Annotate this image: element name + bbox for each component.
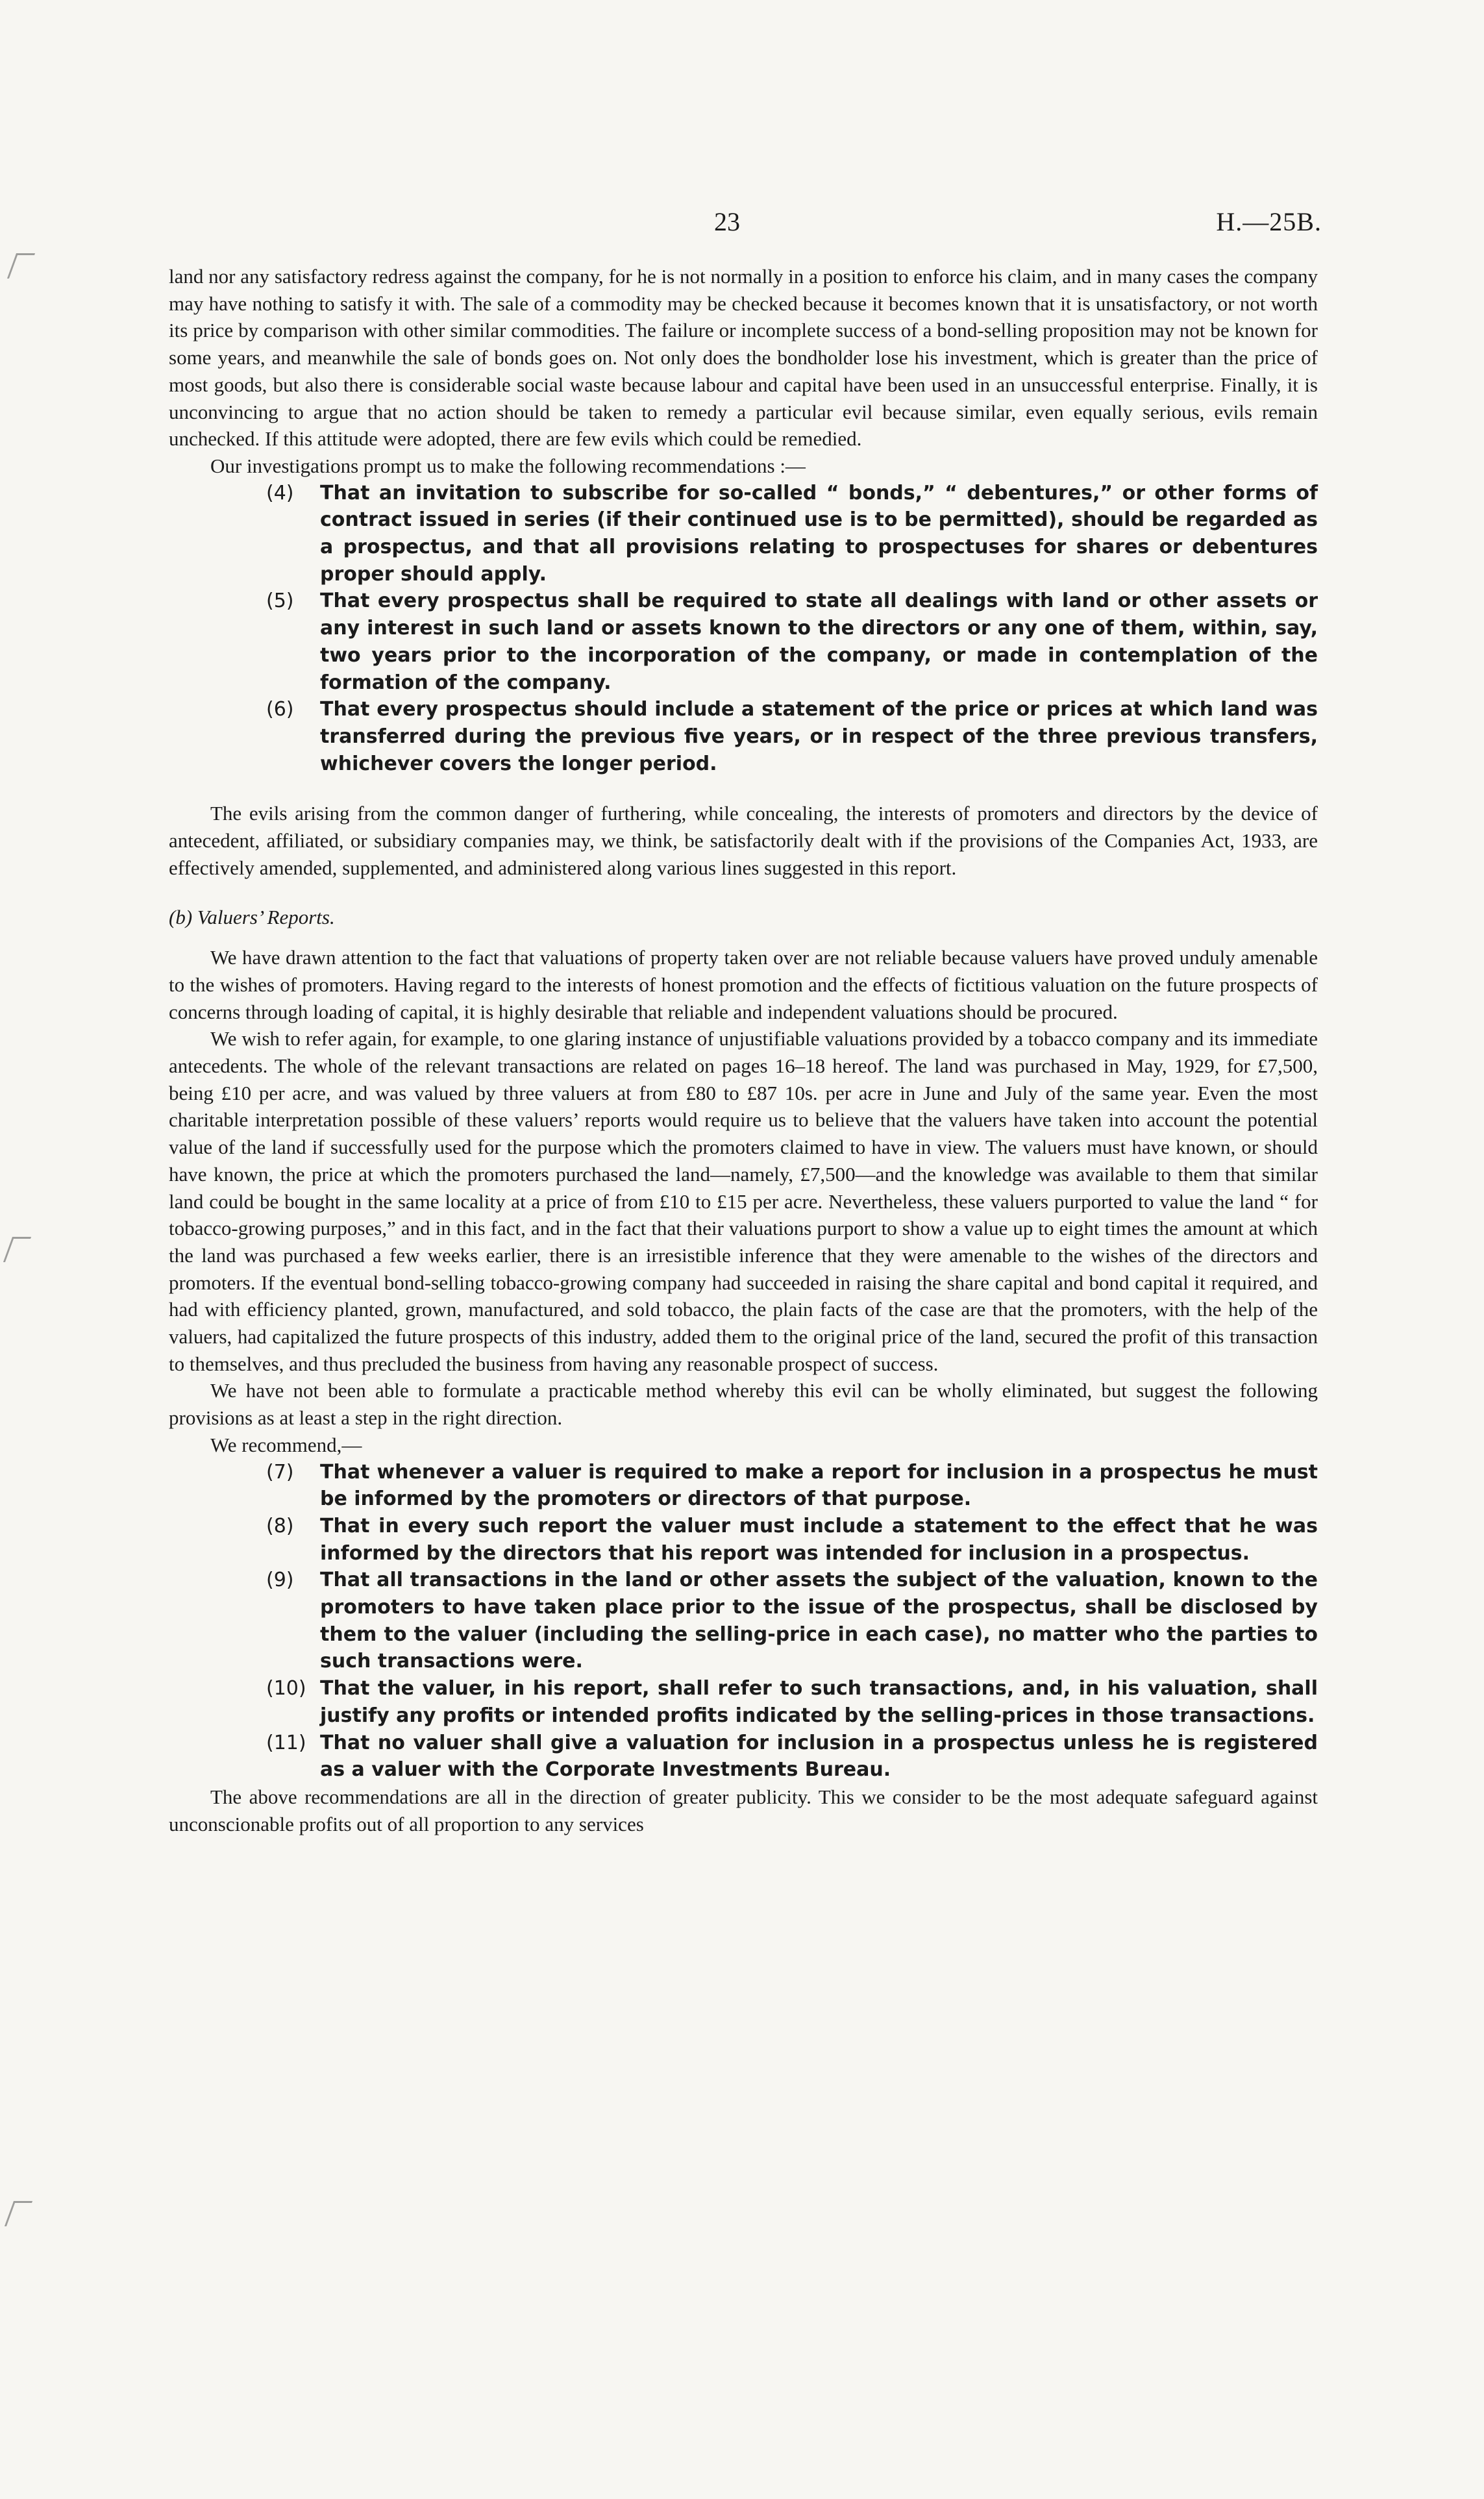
recommendation-number: (10) xyxy=(266,1677,306,1700)
page-header xyxy=(0,206,1484,245)
recommendation-number: (9) xyxy=(266,1569,294,1592)
recommendation-list-a xyxy=(169,480,1318,778)
recommendation-number: (8) xyxy=(266,1514,294,1537)
recommendation-item xyxy=(266,480,1318,588)
recommendation-item xyxy=(266,1730,1318,1784)
recommendation-item xyxy=(266,1513,1318,1567)
recommendation-number: (6) xyxy=(266,698,294,721)
recommendation-item xyxy=(266,1459,1318,1513)
recommendation-item xyxy=(266,696,1318,777)
recommendation-text: That every prospectus shall be required to state all dealings with land or other assets or any interest in such land or assets known to the directors or any one of them, within, say, two years prior to the incorporation of the company, or made in contemplation of the formation of the company. xyxy=(320,590,1318,694)
section-title: (b) Valuers’ Reports. xyxy=(169,906,335,929)
document-reference: H.—25B. xyxy=(1216,207,1322,236)
recommendation-number: (11) xyxy=(266,1731,306,1754)
recommendation-text: That all transactions in the land or other assets the subject of the valuation, known to the promoters to have taken place prior to the issue of the prospectus, shall be disclosed by them to the valuer (including the selling-price in each case), no matter who the parties to such transactions were. xyxy=(320,1569,1318,1673)
page-number: 23 xyxy=(714,207,740,236)
paragraph-valuers-1: We have drawn attention to the fact that valuations of property taken over are not reliable because valuers have proved unduly amenable to the wishes of promoters. Having regard to the interests of honest promotion and the effects of fictitious valuation on the future prospects of concerns through loading of capital, it is highly desirable that reliable and independent valuations should be procured. xyxy=(169,946,1318,1023)
margin-mark-middle xyxy=(3,1237,31,1262)
recommendation-text: That every prospectus should include a statement of the price or prices at which land was transferred during the previous five years, or in respect of the three previous transfers, whichever covers the longer period. xyxy=(320,698,1318,775)
recommendation-item xyxy=(266,588,1318,696)
paragraph-we-recommend: We recommend,— xyxy=(210,1433,362,1456)
paragraph-valuers-3: We have not been able to formulate a practicable method whereby this evil can be wholly eliminated, but suggest the following provisions as at least a step in the right direction. xyxy=(169,1379,1318,1430)
recommendation-text: That in every such report the valuer must include a statement to the effect that he was informed by the directors that his report was intended for inclusion in a prospectus. xyxy=(320,1514,1318,1565)
recommendation-text: That whenever a valuer is required to make a report for inclusion in a prospectus he must be informed by the promoters or directors of that purpose. xyxy=(320,1460,1318,1511)
paragraph-final: The above recommendations are all in the direction of greater publicity. This we consider to be the most adequate safeguard against unconscionable profits out of all proportion to any services xyxy=(169,1785,1318,1835)
recommendation-list-b xyxy=(169,1459,1318,1784)
recommendation-item xyxy=(266,1567,1318,1675)
recommendation-item xyxy=(266,1675,1318,1729)
paragraph-recommendations-intro: Our investigations prompt us to make the following recommendations :— xyxy=(210,454,806,477)
paragraph-continuation: land nor any satisfactory redress against the company, for he is not normally in a position to enforce his claim, and in many cases the company may have nothing to satisfy it with. The sale of a commodity may be checked because it becomes known that it is unsatisfactory, or not worth its price by comparison with other similar commodities. The failure or incomplete success of a bond-selling proposition may not be known for some years, and meanwhile the sale of bonds goes on. Not only does the bondholder lose his investment, which is greater than the price of most goods, but also there is considerable social waste because labour and capital have been used in an unsuccessful enterprise. Finally, it is unconvincing to argue that no action should be taken to remedy a particular evil because similar, even equally serious, evils remain unchecked. If this attitude were adopted, there are few evils which could be remedied. xyxy=(169,265,1318,451)
margin-mark-top xyxy=(7,253,35,279)
margin-mark-bottom xyxy=(5,2201,32,2226)
paragraph-valuers-2: We wish to refer again, for example, to one glaring instance of unjustifiable valuations provided by a tobacco company and its immediate antecedents. The whole of the relevant transactions are related on pages 16–18 hereof. The land was purchased in May, 1929, for £7,500, being £10 per acre, and was valued by three valuers at from £80 to £87 10s. per acre in June and July of the same year. Even the most charitable interpretation possible of these valuers’ reports would require us to believe that the valuers have taken into account the potential value of the land if successfully used for the purpose which the promoters claimed to have in view. The valuers must have known, or should have known, the price at which the promoters purchased the land—namely, £7,500—and the knowledge was available to them that similar land could be bought in the same locality at a price of from £10 to £15 per acre. Nevertheless, these valuers purported to value the land “ for tobacco-growing purposes,” and in this fact, and in the fact that their valuations purport to show a value up to eight times the amount at which the land was purchased a few weeks earlier, there is an irresistible inference that they were amenable to the wishes of the directors and promoters. If the eventual bond-selling tobacco-growing company had succeeded in raising the share capital and bond capital it required, and had with efficiency planted, grown, manufactured, and sold tobacco, the plain facts of the case are that the promoters, with the help of the valuers, had capitalized the future prospects of this industry, added them to the original price of the land, secured the profit of this transaction to themselves, and thus precluded the business from having any reasonable prospect of success. xyxy=(169,1027,1318,1375)
page-body xyxy=(169,263,1318,1837)
paragraph-evils: The evils arising from the common danger of furthering, while concealing, the interests of promoters and directors by the device of antecedent, affiliated, or subsidiary companies may, we think, be satisfactorily dealt with if the provisions of the Companies Act, 1933, are effectively amended, supplemented, and administered along various lines suggested in this report. xyxy=(169,802,1318,879)
recommendation-text: That an invitation to subscribe for so-called “ bonds,” “ debentures,” or other forms of contract issued in series (if their continued use is to be permitted), should be regarded as a prospectus, and that all provisions relating to prospectuses for shares or debentures proper should apply. xyxy=(320,481,1318,586)
recommendation-number: (5) xyxy=(266,590,294,613)
recommendation-text: That the valuer, in his report, shall refer to such transactions, and, in his valuation, shall justify any profits or intended profits indicated by the selling-prices in those transactions. xyxy=(320,1677,1318,1727)
recommendation-text: That no valuer shall give a valuation for inclusion in a prospectus unless he is registered as a valuer with the Corporate Investments Bureau. xyxy=(320,1731,1318,1782)
recommendation-number: (7) xyxy=(266,1460,294,1484)
recommendation-number: (4) xyxy=(266,481,294,504)
